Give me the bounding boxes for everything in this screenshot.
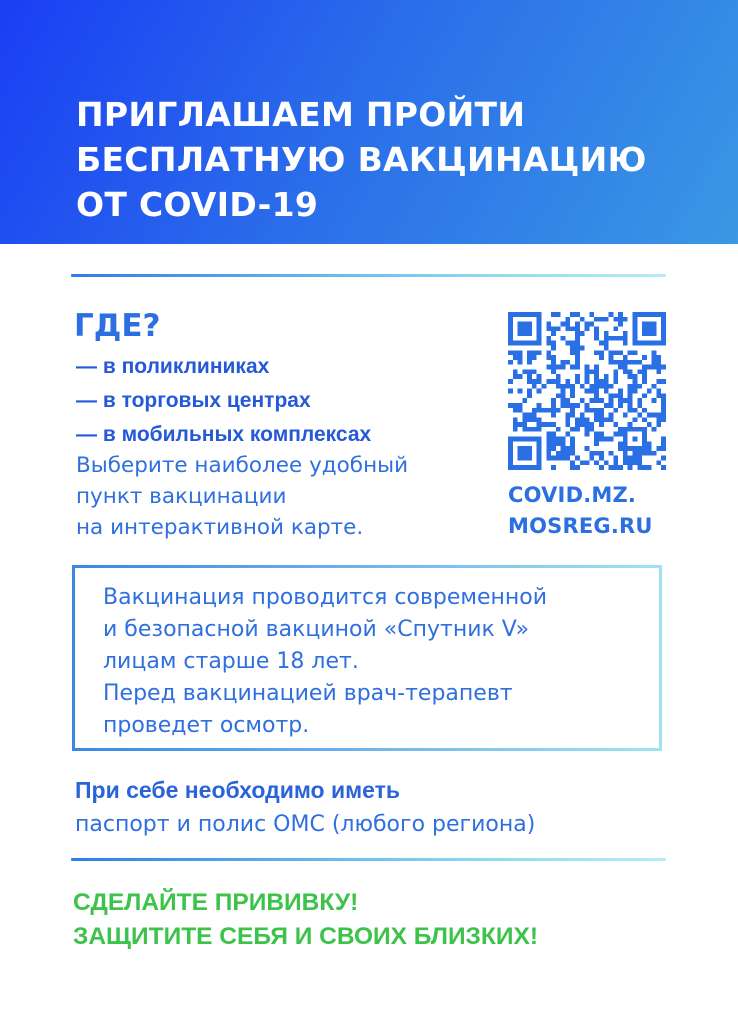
divider-bottom xyxy=(71,858,666,861)
info-text xyxy=(103,582,663,742)
call-to-action xyxy=(73,886,538,954)
title-line-1: ПРИГЛАШАЕМ ПРОЙТИ xyxy=(76,95,526,134)
qr-url-line-1: COVID.MZ. xyxy=(508,483,637,507)
qr-code[interactable] xyxy=(507,312,667,470)
info-line-2: и безопасной вакциной «Спутник V» xyxy=(103,617,530,642)
title-line-2: БЕСПЛАТНУЮ ВАКЦИНАЦИЮ xyxy=(76,140,647,179)
bring-heading: При себе необходимо иметь xyxy=(75,777,401,803)
info-line-3: лицам старше 18 лет. xyxy=(103,649,359,674)
cta-line-2: ЗАЩИТИТЕ СЕБЯ И СВОИХ БЛИЗКИХ! xyxy=(73,923,538,950)
qr-url-line-2: MOSREG.RU xyxy=(508,514,653,538)
where-note-line-3: на интерактивной карте. xyxy=(76,515,364,540)
page-title xyxy=(76,92,716,227)
where-item-clinics: — в поликлиниках xyxy=(76,355,270,378)
where-note xyxy=(76,450,496,543)
where-item-malls: — в торговых центрах xyxy=(76,389,311,412)
info-line-1: Вакцинация проводится современной xyxy=(103,585,548,610)
info-line-4: Перед вакцинацией врач-терапевт xyxy=(103,681,513,706)
cta-line-1: СДЕЛАЙТЕ ПРИВИВКУ! xyxy=(73,889,359,916)
where-list xyxy=(76,350,371,452)
where-heading: ГДЕ? xyxy=(74,308,161,344)
where-note-line-2: пункт вакцинации xyxy=(76,484,287,509)
divider-top xyxy=(71,274,666,277)
bring-text: паспорт и полис ОМС (любого региона) xyxy=(75,812,536,837)
where-note-line-1: Выберите наиболее удобный xyxy=(76,453,409,478)
where-item-mobile: — в мобильных комплексах xyxy=(76,423,372,446)
qr-url[interactable] xyxy=(508,480,653,542)
title-line-3: ОТ COVID-19 xyxy=(76,185,319,224)
info-line-5: проведет осмотр. xyxy=(103,713,310,738)
